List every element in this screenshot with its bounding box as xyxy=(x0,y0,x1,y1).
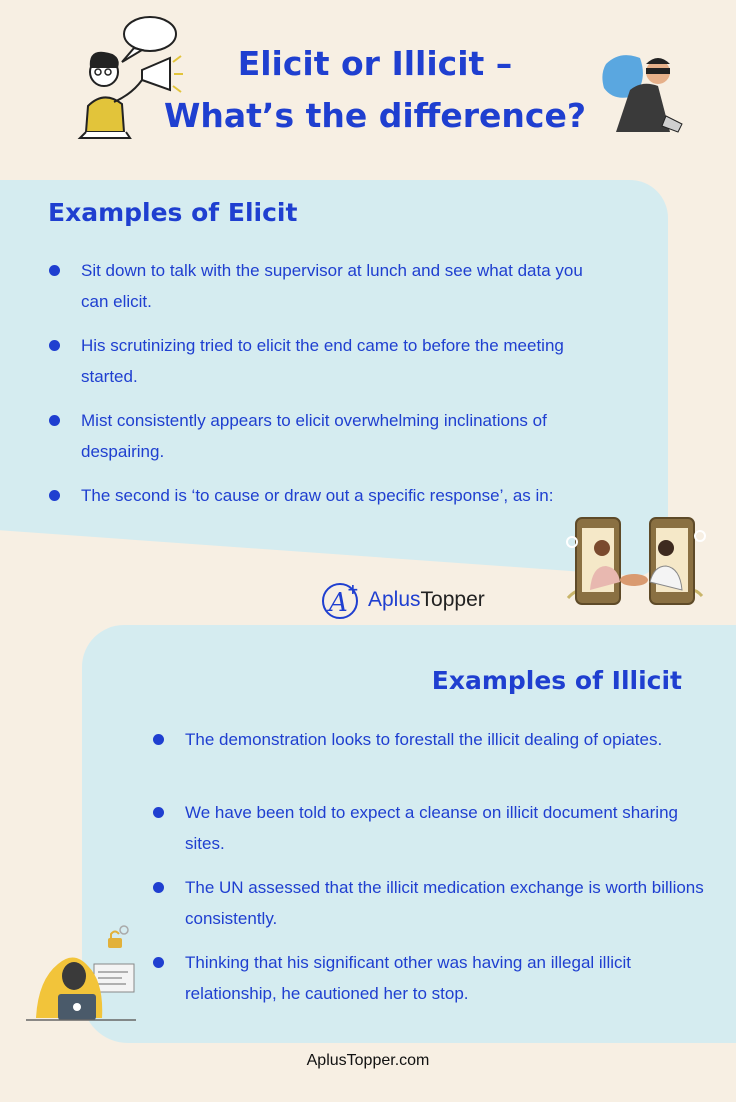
brand-name-topper: Topper xyxy=(420,588,485,611)
thief-sack-icon xyxy=(596,50,688,136)
svg-text:+: + xyxy=(347,582,359,598)
aplus-logo-mark-icon xyxy=(320,580,362,620)
list-item: Mist consistently appears to elicit overwhelming inclinations of despairing. xyxy=(49,405,589,467)
list-item: His scrutinizing tried to elicit the end came to before the meeting started. xyxy=(49,330,589,392)
elicit-list xyxy=(49,255,589,524)
list-item: We have been told to expect a cleanse on illicit document sharing sites. xyxy=(153,797,713,859)
svg-text:A: A xyxy=(329,588,348,618)
page-title xyxy=(150,38,600,142)
list-item: Thinking that his significant other was having an illegal illicit relationship, he cautioned her to stop. xyxy=(153,947,713,1009)
illicit-heading: Examples of Illicit xyxy=(431,666,682,695)
handshake-phones-icon xyxy=(562,512,708,612)
woman-megaphone-icon xyxy=(70,14,185,142)
aplustopper-logo xyxy=(320,580,485,620)
brand-name xyxy=(368,588,485,612)
illicit-list xyxy=(153,724,713,1022)
title-line-1: Elicit or Illicit – xyxy=(237,44,513,83)
list-item: The demonstration looks to forestall the illicit dealing of opiates. xyxy=(153,724,713,755)
list-item: Sit down to talk with the supervisor at lunch and see what data you can elicit. xyxy=(49,255,589,317)
list-item: The second is ‘to cause or draw out a specific response’, as in: xyxy=(49,480,589,511)
list-item: The UN assessed that the illicit medication exchange is worth billions consistently. xyxy=(153,872,713,934)
elicit-heading: Examples of Elicit xyxy=(48,198,298,227)
title-line-2: What’s the difference? xyxy=(163,96,587,135)
footer-site: AplusTopper.com xyxy=(306,1052,430,1069)
brand-name-aplus: Aplus xyxy=(368,588,421,611)
hooded-hacker-icon xyxy=(24,924,142,1024)
